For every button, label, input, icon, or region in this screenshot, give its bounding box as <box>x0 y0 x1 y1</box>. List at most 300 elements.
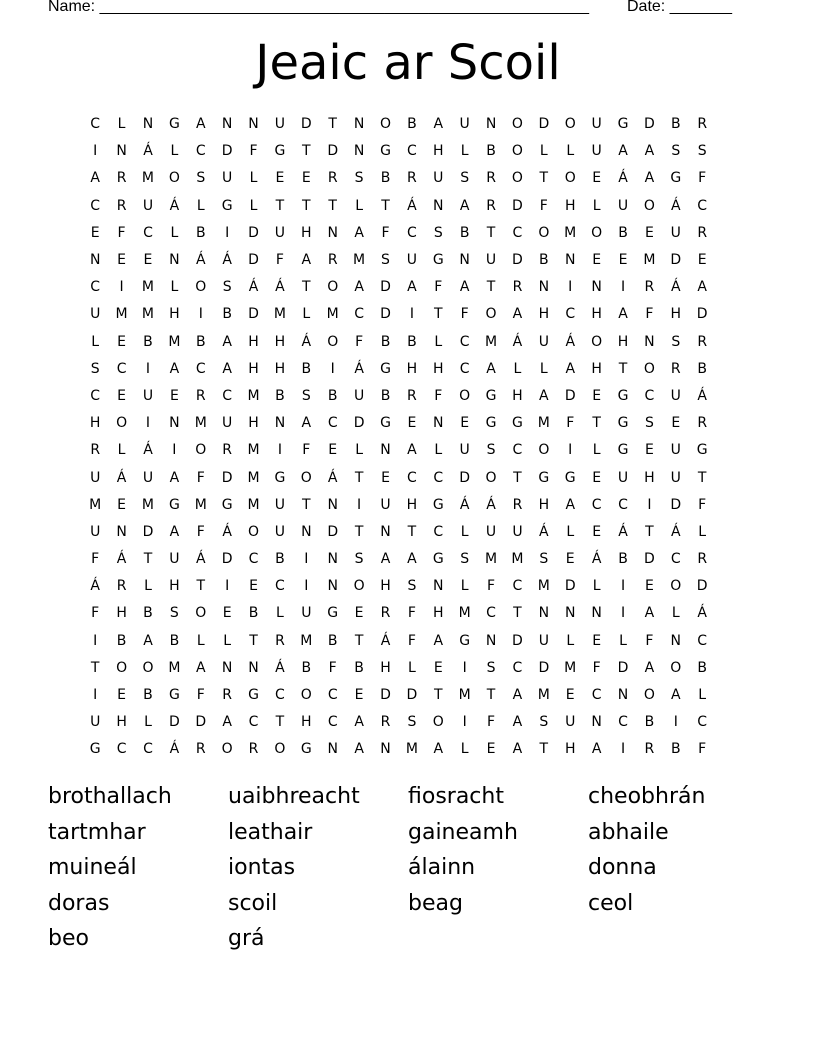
grid-letter: C <box>90 116 101 133</box>
grid-letter: C <box>90 197 101 214</box>
grid-letter: U <box>169 551 180 568</box>
grid-letter: L <box>460 143 469 160</box>
grid-letter: M <box>194 496 207 513</box>
grid-letter: F <box>355 333 364 350</box>
grid-letter: H <box>248 360 259 377</box>
grid-letter: N <box>459 252 470 269</box>
grid-letter: R <box>486 197 496 214</box>
grid-letter: D <box>353 415 365 432</box>
grid-letter: D <box>168 714 180 731</box>
grid-letter: R <box>407 170 417 187</box>
grid-letter: C <box>433 523 444 540</box>
grid-letter: B <box>143 605 153 622</box>
grid-letter: A <box>433 741 444 758</box>
grid-letter: A <box>195 116 206 133</box>
grid-letter: I <box>568 442 573 459</box>
grid-letter: T <box>328 197 337 214</box>
grid-letter: H <box>591 306 602 323</box>
grid-letter: C <box>512 578 523 595</box>
grid-letter: F <box>698 741 707 758</box>
grid-letter: R <box>697 551 708 568</box>
grid-letter: U <box>670 442 681 459</box>
grid-letter: H <box>248 415 259 432</box>
grid-letter: M <box>537 687 550 704</box>
grid-letter: I <box>462 714 467 731</box>
grid-letter: O <box>142 659 154 676</box>
grid-letter: Á <box>565 333 576 350</box>
grid-letter: C <box>354 306 364 323</box>
grid-letter: A <box>354 279 364 296</box>
grid-letter: U <box>353 387 365 404</box>
grid-letter: O <box>538 224 550 241</box>
grid-letter: H <box>538 496 550 513</box>
grid-letter: I <box>568 279 573 296</box>
grid-letter: G <box>248 687 259 704</box>
grid-letter: Á <box>618 523 628 540</box>
grid-letter: R <box>116 578 127 595</box>
grid-letter: N <box>221 659 233 676</box>
grid-letter: Á <box>671 197 681 214</box>
grid-letter: T <box>407 523 417 540</box>
grid-row <box>82 519 742 546</box>
grid-letter: G <box>485 387 497 404</box>
grid-letter: C <box>512 659 523 676</box>
grid-letter: D <box>538 659 550 676</box>
grid-letter: O <box>670 578 682 595</box>
grid-letter: C <box>90 387 101 404</box>
word-search-grid <box>82 111 742 764</box>
grid-letter: H <box>538 306 550 323</box>
grid-letter: A <box>697 279 707 296</box>
grid-letter: N <box>644 333 655 350</box>
grid-letter: E <box>117 252 127 269</box>
grid-letter: R <box>697 333 708 350</box>
grid-letter: A <box>459 197 470 214</box>
grid-letter: M <box>405 741 418 758</box>
grid-letter: M <box>168 333 181 350</box>
grid-letter: E <box>275 170 285 187</box>
grid-letter: A <box>143 632 153 649</box>
grid-letter: U <box>459 116 470 133</box>
grid-letter: O <box>670 659 682 676</box>
grid-letter: A <box>380 551 391 568</box>
word-bank-item: donna <box>588 855 657 880</box>
grid-letter: U <box>617 197 629 214</box>
grid-letter: G <box>670 170 682 187</box>
grid-letter: E <box>592 632 602 649</box>
grid-letter: U <box>591 116 602 133</box>
grid-letter: F <box>196 687 205 704</box>
grid-letter: F <box>91 551 100 568</box>
grid-letter: R <box>248 741 259 758</box>
grid-letter: S <box>671 143 681 160</box>
grid-letter: M <box>458 687 471 704</box>
grid-letter: B <box>116 632 127 649</box>
grid-letter: F <box>487 714 496 731</box>
grid-row <box>82 356 742 383</box>
grid-letter: S <box>381 252 390 269</box>
grid-letter: A <box>222 714 232 731</box>
grid-letter: R <box>512 279 523 296</box>
grid-letter: H <box>380 578 391 595</box>
grid-letter: N <box>169 415 180 432</box>
grid-letter: Á <box>697 387 707 404</box>
grid-letter: D <box>248 224 259 241</box>
grid-letter: F <box>328 659 337 676</box>
grid-letter: G <box>89 741 101 758</box>
grid-letter: E <box>433 659 443 676</box>
grid-letter: G <box>300 741 312 758</box>
grid-letter: F <box>539 197 548 214</box>
grid-letter: L <box>196 632 205 649</box>
grid-letter: B <box>539 252 549 269</box>
grid-letter: M <box>564 224 577 241</box>
grid-letter: H <box>169 306 180 323</box>
grid-letter: Á <box>222 523 232 540</box>
grid-letter: C <box>406 143 417 160</box>
grid-letter: G <box>459 632 471 649</box>
grid-letter: N <box>380 741 391 758</box>
grid-row <box>82 220 742 247</box>
grid-letter: S <box>671 333 681 350</box>
grid-letter: D <box>670 496 682 513</box>
word-bank-item: ceol <box>588 890 634 916</box>
grid-letter: B <box>301 659 312 676</box>
grid-letter: N <box>116 523 127 540</box>
grid-letter: I <box>172 442 177 459</box>
grid-letter: H <box>248 333 259 350</box>
grid-letter: U <box>274 224 286 241</box>
grid-letter: D <box>300 116 312 133</box>
grid-letter: C <box>327 415 338 432</box>
grid-letter: N <box>221 116 233 133</box>
grid-letter: S <box>460 170 470 187</box>
grid-letter: G <box>168 116 180 133</box>
grid-letter: Á <box>591 551 602 568</box>
grid-row <box>82 546 742 573</box>
grid-letter: C <box>459 333 470 350</box>
grid-letter: I <box>620 741 626 758</box>
grid-letter: O <box>564 116 576 133</box>
grid-letter: G <box>221 496 233 513</box>
grid-letter: Á <box>327 469 338 486</box>
grid-letter: D <box>248 252 259 269</box>
grid-letter: O <box>379 116 391 133</box>
grid-letter: E <box>671 415 681 432</box>
grid-letter: C <box>618 714 628 731</box>
grid-letter: U <box>90 714 101 731</box>
grid-letter: I <box>673 714 678 731</box>
grid-letter: C <box>143 224 153 241</box>
grid-letter: I <box>93 143 98 160</box>
grid-letter: H <box>564 741 576 758</box>
grid-letter: F <box>117 224 126 241</box>
grid-row <box>82 383 742 410</box>
grid-letter: B <box>618 224 628 241</box>
grid-letter: I <box>145 360 151 377</box>
grid-letter: N <box>538 279 550 296</box>
grid-letter: N <box>301 523 312 540</box>
grid-letter: H <box>617 333 629 350</box>
grid-letter: H <box>644 469 655 486</box>
grid-letter: C <box>222 387 233 404</box>
grid-letter: C <box>406 469 417 486</box>
grid-letter: I <box>198 306 203 323</box>
grid-letter: M <box>247 469 260 486</box>
grid-letter: G <box>617 387 629 404</box>
grid-letter: O <box>511 170 523 187</box>
grid-letter: R <box>486 170 496 187</box>
grid-letter: U <box>670 469 681 486</box>
grid-letter: N <box>327 224 338 241</box>
grid-letter: U <box>617 469 629 486</box>
grid-letter: Á <box>116 469 127 486</box>
grid-letter: R <box>222 687 233 704</box>
grid-letter: A <box>512 687 523 704</box>
grid-letter: S <box>196 170 206 187</box>
grid-letter: F <box>196 469 205 486</box>
grid-letter: C <box>275 687 285 704</box>
grid-letter: G <box>380 415 391 432</box>
grid-letter: S <box>354 170 364 187</box>
grid-letter: S <box>486 442 496 459</box>
grid-letter: M <box>273 306 286 323</box>
grid-letter: Á <box>354 360 364 377</box>
grid-letter: T <box>249 632 258 649</box>
grid-letter: U <box>406 252 417 269</box>
grid-letter: S <box>539 551 549 568</box>
grid-letter: M <box>141 306 155 323</box>
grid-letter: Á <box>143 143 153 160</box>
grid-letter: E <box>644 442 654 459</box>
grid-letter: A <box>644 143 655 160</box>
grid-letter: R <box>90 442 101 459</box>
grid-letter: O <box>485 469 497 486</box>
grid-letter: L <box>249 197 258 214</box>
grid-letter: C <box>90 279 101 296</box>
grid-letter: T <box>433 306 443 323</box>
grid-letter: S <box>169 605 179 622</box>
grid-letter: T <box>354 632 364 649</box>
grid-letter: T <box>433 687 443 704</box>
grid-letter: G <box>432 551 444 568</box>
grid-row <box>82 437 742 464</box>
grid-letter: M <box>643 252 656 269</box>
grid-letter: G <box>432 252 444 269</box>
grid-letter: A <box>644 659 655 676</box>
grid-letter: D <box>564 387 576 404</box>
word-bank-item: tartmhar <box>48 819 146 845</box>
grid-letter: L <box>170 143 179 160</box>
grid-letter: E <box>117 496 127 513</box>
grid-letter: N <box>591 714 602 731</box>
grid-letter: A <box>301 252 312 269</box>
grid-letter: Á <box>195 252 206 269</box>
grid-letter: E <box>143 252 153 269</box>
grid-letter: F <box>434 387 443 404</box>
grid-letter: O <box>432 714 444 731</box>
grid-letter: L <box>671 605 680 622</box>
grid-letter: N <box>116 143 127 160</box>
grid-letter: N <box>433 197 444 214</box>
grid-letter: N <box>564 605 576 622</box>
grid-letter: Á <box>275 279 285 296</box>
grid-letter: D <box>327 523 339 540</box>
grid-letter: N <box>380 442 391 459</box>
grid-letter: U <box>433 170 444 187</box>
grid-letter: N <box>353 116 365 133</box>
grid-letter: T <box>275 714 285 731</box>
grid-letter: A <box>222 333 232 350</box>
grid-letter: G <box>327 605 339 622</box>
grid-row <box>82 301 742 328</box>
grid-letter: Á <box>459 496 470 513</box>
grid-letter: Á <box>671 523 681 540</box>
grid-letter: L <box>460 578 469 595</box>
grid-letter: U <box>591 143 602 160</box>
grid-letter: A <box>539 387 549 404</box>
grid-letter: L <box>91 333 100 350</box>
grid-letter: N <box>591 605 602 622</box>
grid-letter: C <box>618 496 628 513</box>
grid-letter: L <box>592 197 601 214</box>
grid-row <box>82 655 742 682</box>
grid-letter: C <box>406 224 417 241</box>
grid-row <box>82 274 742 301</box>
grid-letter: B <box>169 632 180 649</box>
word-bank-item: doras <box>48 890 110 916</box>
grid-letter: R <box>116 170 127 187</box>
grid-letter: O <box>511 143 523 160</box>
grid-letter: O <box>248 523 260 540</box>
grid-letter: D <box>538 116 550 133</box>
grid-letter: N <box>538 605 550 622</box>
grid-letter: L <box>355 197 363 214</box>
grid-letter: U <box>142 197 154 214</box>
grid-letter: A <box>644 605 655 622</box>
grid-letter: L <box>566 632 575 649</box>
grid-letter: E <box>354 687 364 704</box>
grid-letter: B <box>618 551 628 568</box>
grid-letter: U <box>90 306 101 323</box>
grid-letter: C <box>697 714 708 731</box>
grid-letter: S <box>539 714 549 731</box>
grid-letter: U <box>380 496 391 513</box>
grid-letter: U <box>670 387 681 404</box>
grid-letter: R <box>327 170 338 187</box>
grid-letter: O <box>591 333 603 350</box>
grid-letter: Á <box>301 333 312 350</box>
grid-letter: D <box>406 687 418 704</box>
grid-letter: M <box>353 252 366 269</box>
grid-letter: N <box>142 116 154 133</box>
grid-letter: G <box>696 442 708 459</box>
grid-letter: E <box>644 224 654 241</box>
grid-letter: S <box>90 360 100 377</box>
grid-letter: A <box>512 741 523 758</box>
grid-letter: O <box>538 442 550 459</box>
grid-letter: H <box>406 496 418 513</box>
grid-letter: O <box>116 415 128 432</box>
grid-letter: D <box>380 306 391 323</box>
grid-letter: A <box>169 523 180 540</box>
grid-letter: H <box>274 333 286 350</box>
grid-letter: L <box>460 741 469 758</box>
grid-letter: D <box>380 687 391 704</box>
grid-letter: C <box>565 306 576 323</box>
grid-letter: B <box>697 360 707 377</box>
grid-row <box>82 736 742 763</box>
grid-row <box>82 410 742 437</box>
grid-letter: M <box>326 306 339 323</box>
grid-letter: G <box>168 496 180 513</box>
grid-row <box>82 464 742 491</box>
grid-letter: S <box>222 279 232 296</box>
grid-letter: C <box>591 496 602 513</box>
grid-letter: E <box>222 605 232 622</box>
grid-letter: B <box>380 333 391 350</box>
grid-letter: N <box>485 116 497 133</box>
word-bank-item: leathair <box>228 819 313 845</box>
grid-letter: F <box>434 279 443 296</box>
word-bank-item: scoil <box>228 890 278 916</box>
grid-letter: L <box>117 116 126 133</box>
grid-letter: O <box>327 333 339 350</box>
grid-letter: E <box>460 415 470 432</box>
grid-letter: A <box>90 170 100 187</box>
grid-letter: E <box>328 442 338 459</box>
grid-letter: E <box>90 224 100 241</box>
grid-letter: M <box>300 632 313 649</box>
grid-row <box>82 682 742 709</box>
grid-letter: Á <box>697 605 707 622</box>
grid-letter: I <box>277 442 282 459</box>
grid-letter: D <box>221 469 233 486</box>
grid-letter: E <box>592 469 602 486</box>
grid-letter: A <box>459 279 470 296</box>
grid-letter: C <box>644 387 655 404</box>
grid-letter: F <box>275 252 284 269</box>
grid-letter: I <box>225 224 230 241</box>
grid-letter: O <box>274 741 286 758</box>
grid-row <box>82 573 742 600</box>
grid-letter: T <box>486 279 496 296</box>
grid-letter: D <box>564 578 576 595</box>
grid-letter: U <box>565 714 576 731</box>
grid-letter: C <box>486 605 496 622</box>
grid-letter: N <box>591 279 602 296</box>
grid-letter: E <box>697 252 707 269</box>
grid-letter: I <box>145 415 151 432</box>
grid-letter: R <box>195 387 206 404</box>
grid-letter: T <box>302 496 311 513</box>
grid-letter: E <box>618 252 628 269</box>
grid-letter: O <box>168 170 180 187</box>
grid-letter: H <box>116 605 127 622</box>
grid-letter: G <box>380 360 391 377</box>
grid-letter: E <box>644 578 654 595</box>
grid-letter: O <box>116 659 128 676</box>
grid-letter: D <box>327 143 339 160</box>
grid-letter: E <box>592 170 602 187</box>
word-bank-item: iontas <box>228 855 296 880</box>
grid-letter: A <box>565 496 576 513</box>
grid-letter: N <box>485 632 497 649</box>
grid-letter: L <box>249 170 258 187</box>
grid-letter: U <box>485 252 497 269</box>
grid-letter: B <box>275 551 285 568</box>
grid-letter: D <box>221 143 233 160</box>
